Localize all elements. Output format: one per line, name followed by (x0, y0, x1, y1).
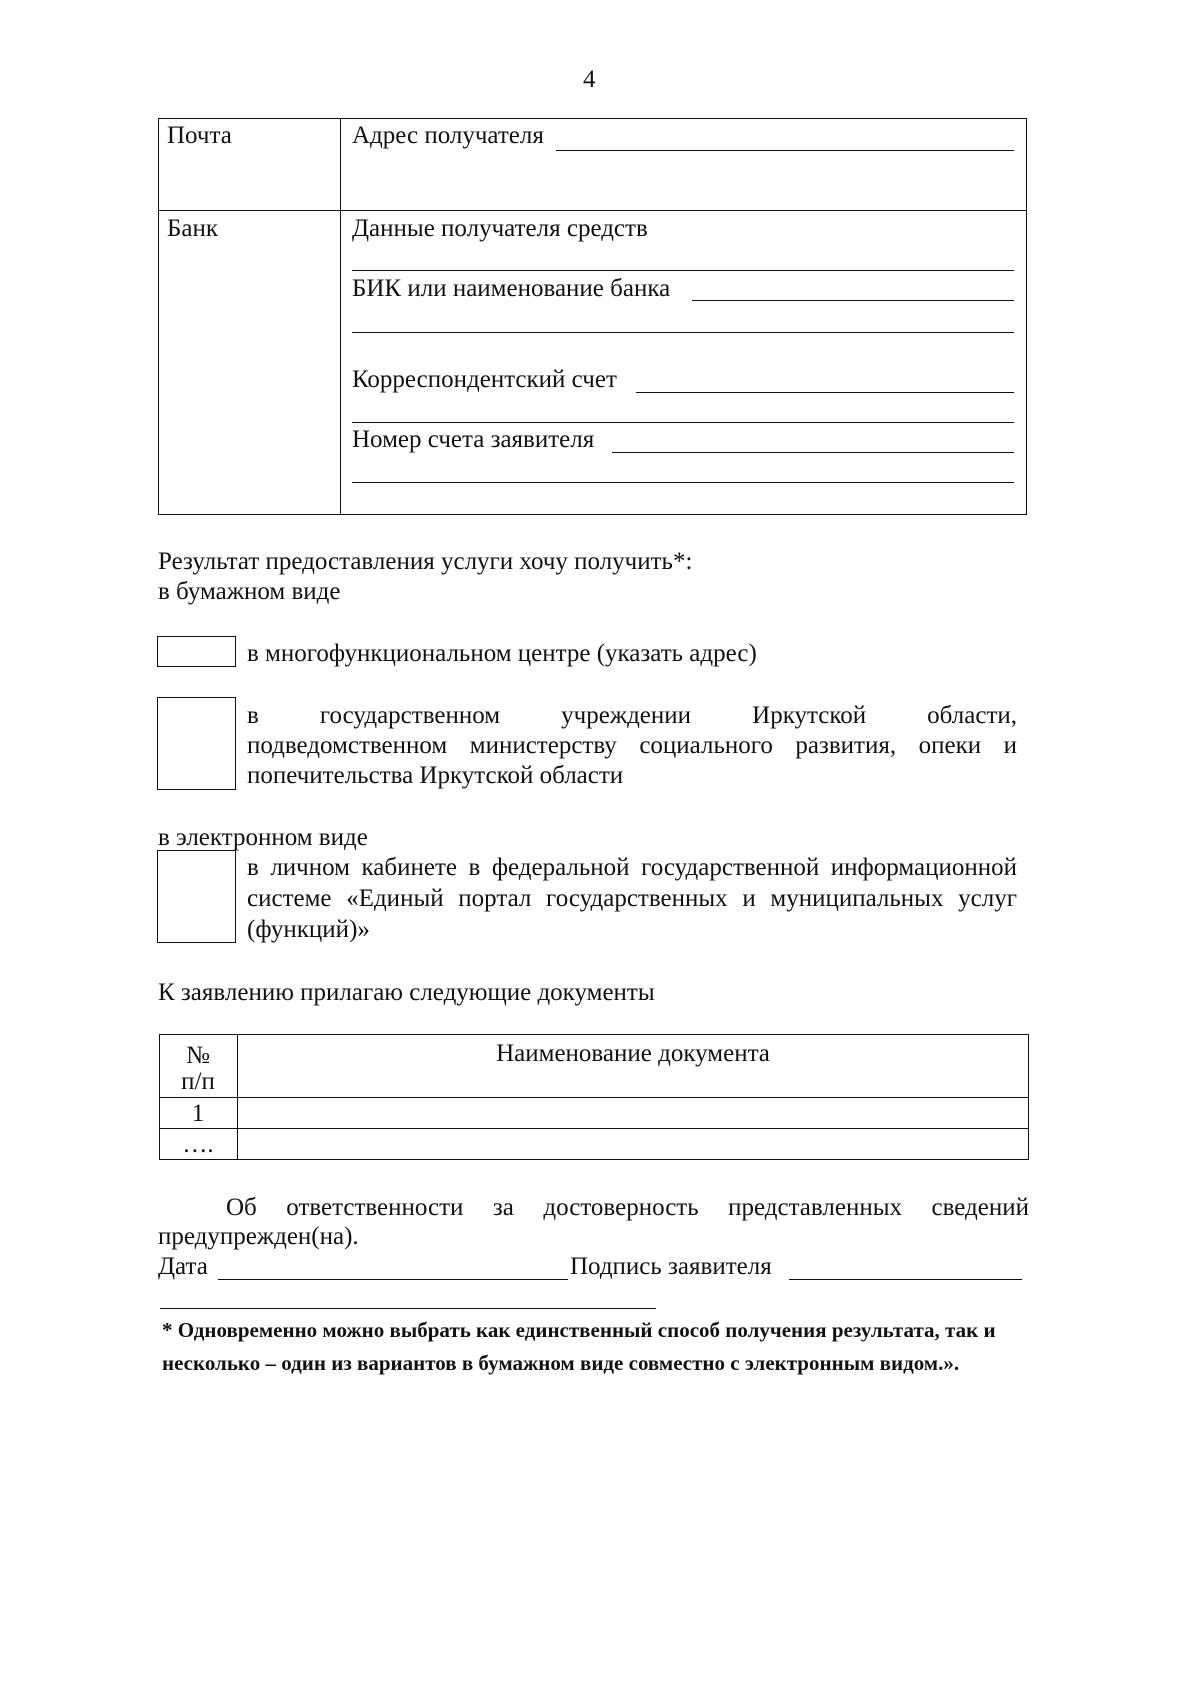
paper-label: в бумажном виде (158, 578, 341, 605)
option-epgu-line3: (функций)» (247, 916, 370, 943)
field-bik-input-extra[interactable] (352, 332, 1014, 333)
option-mfc-label: в многофункциональном центре (указать адрес) (247, 640, 757, 667)
table-row-num: …. (182, 1131, 214, 1158)
signature-label: Подпись заявителя (570, 1253, 772, 1280)
footnote-separator (160, 1308, 656, 1309)
responsibility-line1: Об ответственности за достоверность представленных сведений (226, 1194, 1029, 1221)
footnote-line1: * Одновременно можно выбрать как единственный способ получения результата, так и (162, 1318, 996, 1342)
option-epgu-line2: системе «Единый портал государственных и муниципальных услуг (247, 885, 1017, 912)
date-input[interactable] (218, 1279, 568, 1280)
field-corr-account-input-extra[interactable] (352, 422, 1014, 423)
field-corr-account-label: Корреспондентский счет (352, 366, 617, 393)
field-recipient-data-label: Данные получателя средств (352, 215, 648, 242)
option-gov-line1: в государственном учреждении Иркутской области, (247, 702, 1017, 729)
field-applicant-account-label: Номер счета заявителя (352, 426, 595, 453)
electronic-label: в электронном виде (158, 824, 368, 851)
option-gov-line2: подведомственном министерству социального развития, опеки и (247, 732, 1017, 759)
field-applicant-account-input[interactable] (612, 452, 1014, 453)
checkbox-gov-institution[interactable] (157, 697, 236, 790)
field-recipient-data-input[interactable] (352, 270, 1014, 271)
field-applicant-account-input-extra[interactable] (352, 482, 1014, 483)
documents-heading: К заявлению прилагаю следующие документы (158, 979, 655, 1006)
table-row-num: 1 (191, 1100, 205, 1127)
footnote-line2: несколько – один из вариантов в бумажном виде совместно с электронным видом.». (162, 1351, 960, 1375)
checkbox-epgu[interactable] (157, 850, 236, 943)
result-heading: Результат предоставления услуги хочу получить*: (158, 548, 693, 575)
col-num-header-line1: № (186, 1042, 210, 1069)
method-bank: Банк (167, 215, 218, 242)
responsibility-line2: предупрежден(на). (158, 1223, 359, 1250)
signature-input[interactable] (789, 1279, 1022, 1280)
field-bik-input[interactable] (692, 300, 1014, 301)
option-epgu-line1: в личном кабинете в федеральной государственной информационной (247, 854, 1017, 881)
date-label: Дата (158, 1253, 208, 1280)
field-corr-account-input[interactable] (636, 392, 1014, 393)
field-recipient-address-input[interactable] (556, 150, 1014, 151)
field-recipient-address-label: Адрес получателя (352, 122, 544, 149)
option-gov-line3: попечительства Иркутской области (247, 762, 624, 789)
method-post: Почта (167, 122, 232, 149)
col-name-header: Наименование документа (496, 1040, 770, 1067)
col-num-header-line2: п/п (181, 1068, 215, 1095)
checkbox-mfc[interactable] (157, 636, 236, 667)
field-bik-label: БИК или наименование банка (352, 275, 671, 302)
page-number: 4 (583, 66, 596, 93)
